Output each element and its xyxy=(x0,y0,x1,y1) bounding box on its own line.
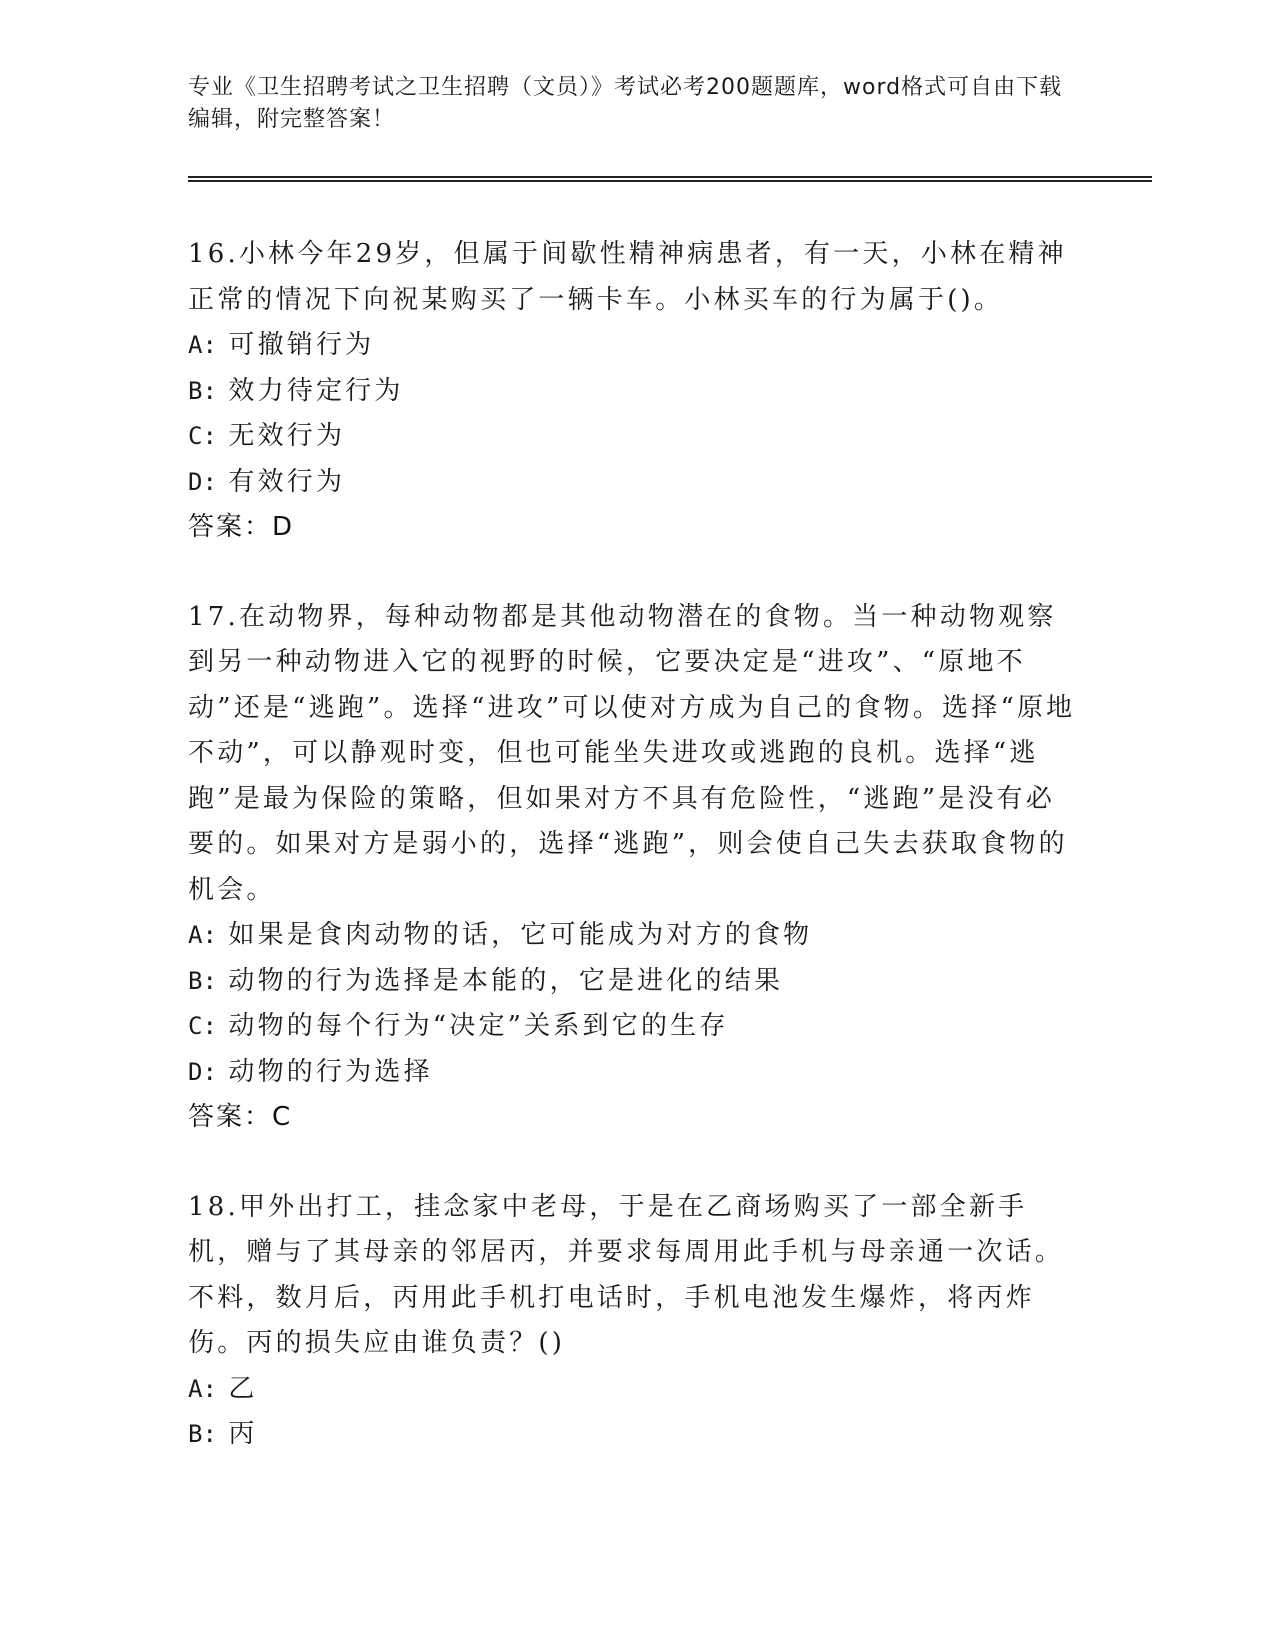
option-d xyxy=(188,1050,1078,1096)
option-letter: A: xyxy=(188,331,217,359)
option-letter: B: xyxy=(188,966,217,995)
option-letter: C: xyxy=(188,1012,217,1040)
option-text: 动物的行为选择 xyxy=(228,1056,433,1087)
option-text: 动物的每个行为“决定”关系到它的生存 xyxy=(228,1011,729,1041)
option-letter: D: xyxy=(188,467,217,496)
option-d xyxy=(188,460,1078,506)
option-text: 如果是食肉动物的话，它可能成为对方的食物 xyxy=(228,920,813,950)
option-b xyxy=(188,1412,1078,1458)
question-17 xyxy=(188,595,1078,1141)
question-18 xyxy=(188,1185,1078,1458)
option-letter: C: xyxy=(188,422,217,450)
option-letter: B: xyxy=(188,376,217,405)
option-text: 有效行为 xyxy=(228,466,346,497)
option-text: 可撤销行为 xyxy=(228,330,375,360)
option-text: 丙 xyxy=(228,1419,258,1449)
option-text: 动物的行为选择是本能的，它是进化的结果 xyxy=(228,965,784,996)
option-c xyxy=(188,414,1078,460)
option-c xyxy=(188,1004,1078,1050)
question-text: 16.小林今年29岁，但属于间歇性精神病患者，有一天，小林在精神正常的情况下向祝某购买了一辆卡车。小林买车的行为属于()。 xyxy=(188,239,1067,315)
question-list xyxy=(188,232,1078,1502)
option-letter: A: xyxy=(188,1374,217,1403)
header-double-rule xyxy=(188,176,1152,182)
option-a xyxy=(188,323,1078,369)
answer-line: 答案：D xyxy=(188,512,295,542)
option-text: 乙 xyxy=(228,1373,258,1404)
option-text: 效力待定行为 xyxy=(228,375,404,406)
question-16 xyxy=(188,232,1078,551)
answer-line: 答案：C xyxy=(188,1102,293,1132)
option-a xyxy=(188,1367,1078,1413)
option-a xyxy=(188,913,1078,959)
option-letter: D: xyxy=(188,1057,217,1086)
option-b xyxy=(188,959,1078,1005)
option-text: 无效行为 xyxy=(228,421,346,451)
document-header: 专业《卫生招聘考试之卫生招聘（文员）》考试必考200题题库，word格式可自由下载编辑，附完整答案！ xyxy=(188,75,1063,132)
option-letter: A: xyxy=(188,921,217,949)
option-letter: B: xyxy=(188,1420,217,1448)
option-b xyxy=(188,369,1078,415)
question-text: 18.甲外出打工，挂念家中老母，于是在乙商场购买了一部全新手机，赠与了其母亲的邻居丙，并要求每周用此手机与母亲通一次话。不料，数月后，丙用此手机打电话时，手机电池发生爆炸，将丙炸伤。丙的损失应由谁负责？() xyxy=(188,1191,1065,1358)
question-text: 17.在动物界，每种动物都是其他动物潜在的食物。当一种动物观察到另一种动物进入它的视野的时候，它要决定是“进攻”、“原地不动”还是“逃跑”。选择“进攻”可以使对方成为自己的食物。选择“原地不动”，可以静观时变，但也可能坐失进攻或逃跑的良机。选择“逃跑”是最为保险的策略，但如果对方不具有危险性，“逃跑”是没有必要的。如果对方是弱小的，选择“逃跑”，则会使自己失去获取食物的机会。 xyxy=(188,601,1076,905)
